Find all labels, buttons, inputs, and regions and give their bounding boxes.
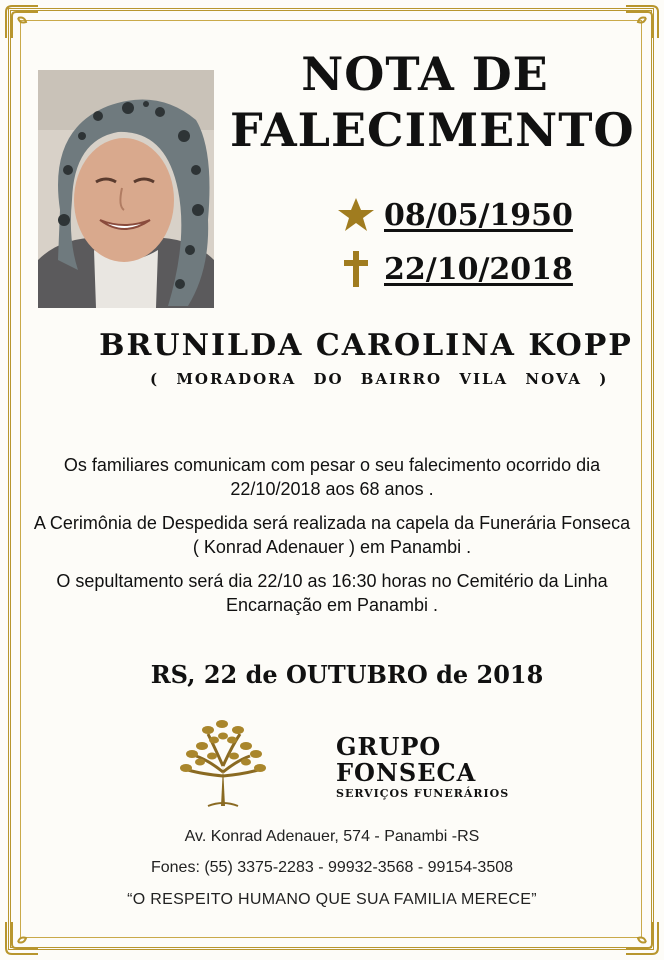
corner-ornament-bottom-left xyxy=(2,918,42,958)
title-line-1: NOTA DE xyxy=(301,47,549,101)
title-line-2: FALECIMENTO xyxy=(230,103,635,157)
company-phones: Fones: (55) 3375-2283 - 99932-3568 - 99154-3508 xyxy=(150,859,514,876)
portrait-photo xyxy=(38,70,214,308)
cross-icon xyxy=(336,249,376,289)
residence-subtitle: ( MORADORA DO BAIRRO VILA NOVA ) xyxy=(150,370,609,388)
company-logo-text xyxy=(336,734,509,800)
deceased-name: BRUNILDA CAROLINA KOPP xyxy=(99,328,633,363)
ceremony-info: A Cerimônia de Despedida será realizada na capela da Funerária Fonseca ( Konrad Adenauer ) em Panambi . xyxy=(33,513,631,557)
company-name-line-2: FONSECA xyxy=(336,758,477,787)
corner-ornament-bottom-right xyxy=(622,918,662,958)
company-motto: “O RESPEITO HUMANO QUE SUA FAMILIA MERECE” xyxy=(127,891,537,908)
company-tagline: SERVIÇOS FUNERÁRIOS xyxy=(336,787,510,800)
birth-date: 08/05/1950 xyxy=(384,197,573,233)
burial-info: O sepultamento será dia 22/10 as 16:30 horas no Cemitério da Linha Encarnação em Panambi . xyxy=(56,571,608,615)
place-and-date: RS, 22 de OUTUBRO de 2018 xyxy=(150,660,544,689)
tree-logo-icon xyxy=(178,716,268,808)
company-name-line-1: GRUPO xyxy=(336,732,442,761)
corner-ornament-top-left xyxy=(2,2,42,42)
star-icon xyxy=(336,195,376,235)
company-address: Av. Konrad Adenauer, 574 - Panambi -RS xyxy=(184,828,480,845)
birth-date-row xyxy=(336,192,573,238)
death-date-row xyxy=(336,246,573,292)
death-date: 22/10/2018 xyxy=(384,251,573,287)
family-announcement: Os familiares comunicam com pesar o seu falecimento ocorrido dia 22/10/2018 aos 68 anos . xyxy=(63,455,601,499)
corner-ornament-top-right xyxy=(622,2,662,42)
